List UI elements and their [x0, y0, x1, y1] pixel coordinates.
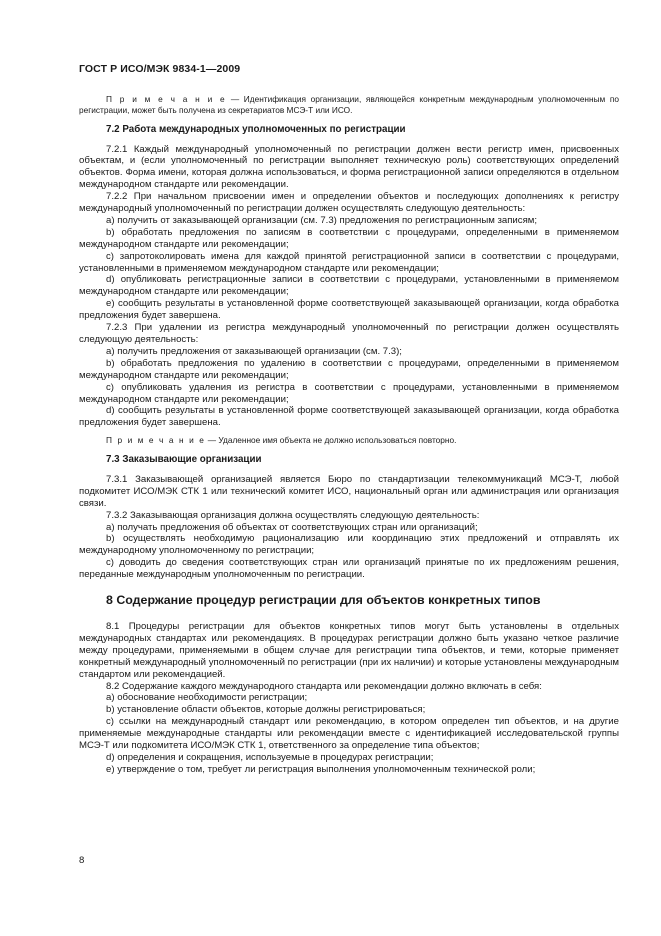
- para-7-2-2: 7.2.2 При начальном присвоении имен и определении объектов и последующих дополнениях к регистру международный уполномоченный по регистрации должен осуществлять следующую деятельность:: [79, 191, 619, 215]
- note-2: [79, 435, 619, 446]
- para-7-2-1: 7.2.1 Каждый международный уполномоченный по регистрации должен вести регистр имен, присвоенных объектам, и (если уполномоченный по регистрации выполняет техническую роль) соответствующих определений объектов. Форма имени, которая должна использоваться, и форма регистрационной записи определяются в отдельном международном стандарте или рекомендации.: [79, 143, 619, 191]
- para-7-3-2: 7.3.2 Заказывающая организация должна осуществлять следующую деятельность:: [106, 509, 480, 521]
- document-header: ГОСТ Р ИСО/МЭК 9834-1—2009: [79, 63, 241, 75]
- section-8-heading: 8 Содержание процедур регистрации для объектов конкретных типов: [106, 593, 541, 608]
- list-item: c) опубликовать удаления из регистра в соответствии с процедурами, установленными в применяемом международном стандарте или рекомендации;: [79, 381, 619, 405]
- list-item: e) утверждение о том, требует ли регистрация выполнения уполномоченным технической роли;: [106, 763, 536, 775]
- note-label: П р и м е ч а н и е: [106, 94, 227, 104]
- list-item: c) запротоколировать имена для каждой принятой регистрационной записи в соответствии с процедурами, установленными в применяемом международном стандарте или рекомендации;: [79, 250, 619, 274]
- list-item: d) сообщить результаты в установленной форме соответствующей заказывающей организации, когда обработка предложения будет завершена.: [79, 405, 619, 429]
- para-7-3-1: 7.3.1 Заказывающей организацией является Бюро по стандартизации телекоммуникаций МСЭ-Т, любой подкомитет ИСО/МЭК СТК 1 или технический комитет ИСО, национальный орган или администрация или организация связи.: [79, 473, 619, 509]
- list-item: d) опубликовать регистрационные записи в соответствии с процедурами, установленными в применяемом международном стандарте или рекомендации;: [79, 274, 619, 298]
- para-8-1: 8.1 Процедуры регистрации для объектов конкретных типов могут быть установлены в отдельных международных стандартах или рекомендациях. В процедурах регистрации должно быть указано четкое различие между процедурами, применяемыми в общем случае для регистрации типа объектов, и теми, которые применяет конкретный международный уполномоченный по регистрации (при их наличии) и которые установлены международным стандартом или рекомендацией.: [79, 621, 619, 680]
- list-item: a) получить предложения от заказывающей организации (см. 7.3);: [106, 345, 402, 357]
- list-item: b) обработать предложения по записям в соответствии с процедурами, определенными в применяемом международном стандарте или рекомендации;: [79, 226, 619, 250]
- list-item: b) осуществлять необходимую рационализацию или координацию этих предложений и отправлять их международному уполномоченному по регистрации;: [79, 533, 619, 557]
- section-7-3-heading: 7.3 Заказывающие организации: [106, 454, 262, 466]
- page-body: [79, 94, 619, 776]
- list-item: a) обоснование необходимости регистрации;: [106, 692, 308, 704]
- para-7-2-3: 7.2.3 При удалении из регистра международный уполномоченный по регистрации должен осуществлять следующую деятельность:: [79, 322, 619, 345]
- note-1: [79, 94, 619, 116]
- list-item: e) сообщить результаты в установленной форме соответствующей заказывающей организации, когда обработка предложения будет завершена.: [79, 298, 619, 322]
- list-item: d) определения и сокращения, используемые в процедурах регистрации;: [106, 751, 434, 763]
- list-item: c) ссылки на международный стандарт или рекомендацию, в котором определен тип объектов, и на другие применяемые международные стандарты или рекомендации вместе с идентификацией исследовательской группы МСЭ-Т или подкомитета ИСО/МЭК СТК 1, ответственного за определение типа объектов;: [79, 716, 619, 752]
- list-item: b) установление области объектов, которые должны регистрироваться;: [106, 704, 426, 716]
- note-label: П р и м е ч а н и е: [106, 435, 206, 446]
- list-item: c) доводить до сведения соответствующих стран или организаций принятые по их предложениям решения, переданные международным уполномоченным по регистрации.: [79, 557, 619, 581]
- note-text: — Удаленное имя объекта не должно использоваться повторно.: [205, 435, 457, 446]
- list-item: b) обработать предложения по удалению в соответствии с процедурами, определенными в применяемом международном стандарте или рекомендации;: [79, 357, 619, 381]
- page-number: 8: [79, 855, 85, 866]
- note-text: — Идентификация организации, являющейся конкретным международным уполномоченным по регистрации, может быть получена из секретариатов МСЭ-Т или ИСО.: [79, 94, 619, 115]
- list-item: a) получить от заказывающей организации (см. 7.3) предложения по регистрационным записям;: [106, 214, 538, 226]
- para-8-2: 8.2 Содержание каждого международного стандарта или рекомендации должно включать в себя:: [106, 680, 542, 692]
- list-item: a) получать предложения об объектах от соответствующих стран или организаций;: [106, 521, 478, 533]
- section-7-2-heading: 7.2 Работа международных уполномоченных по регистрации: [106, 123, 406, 135]
